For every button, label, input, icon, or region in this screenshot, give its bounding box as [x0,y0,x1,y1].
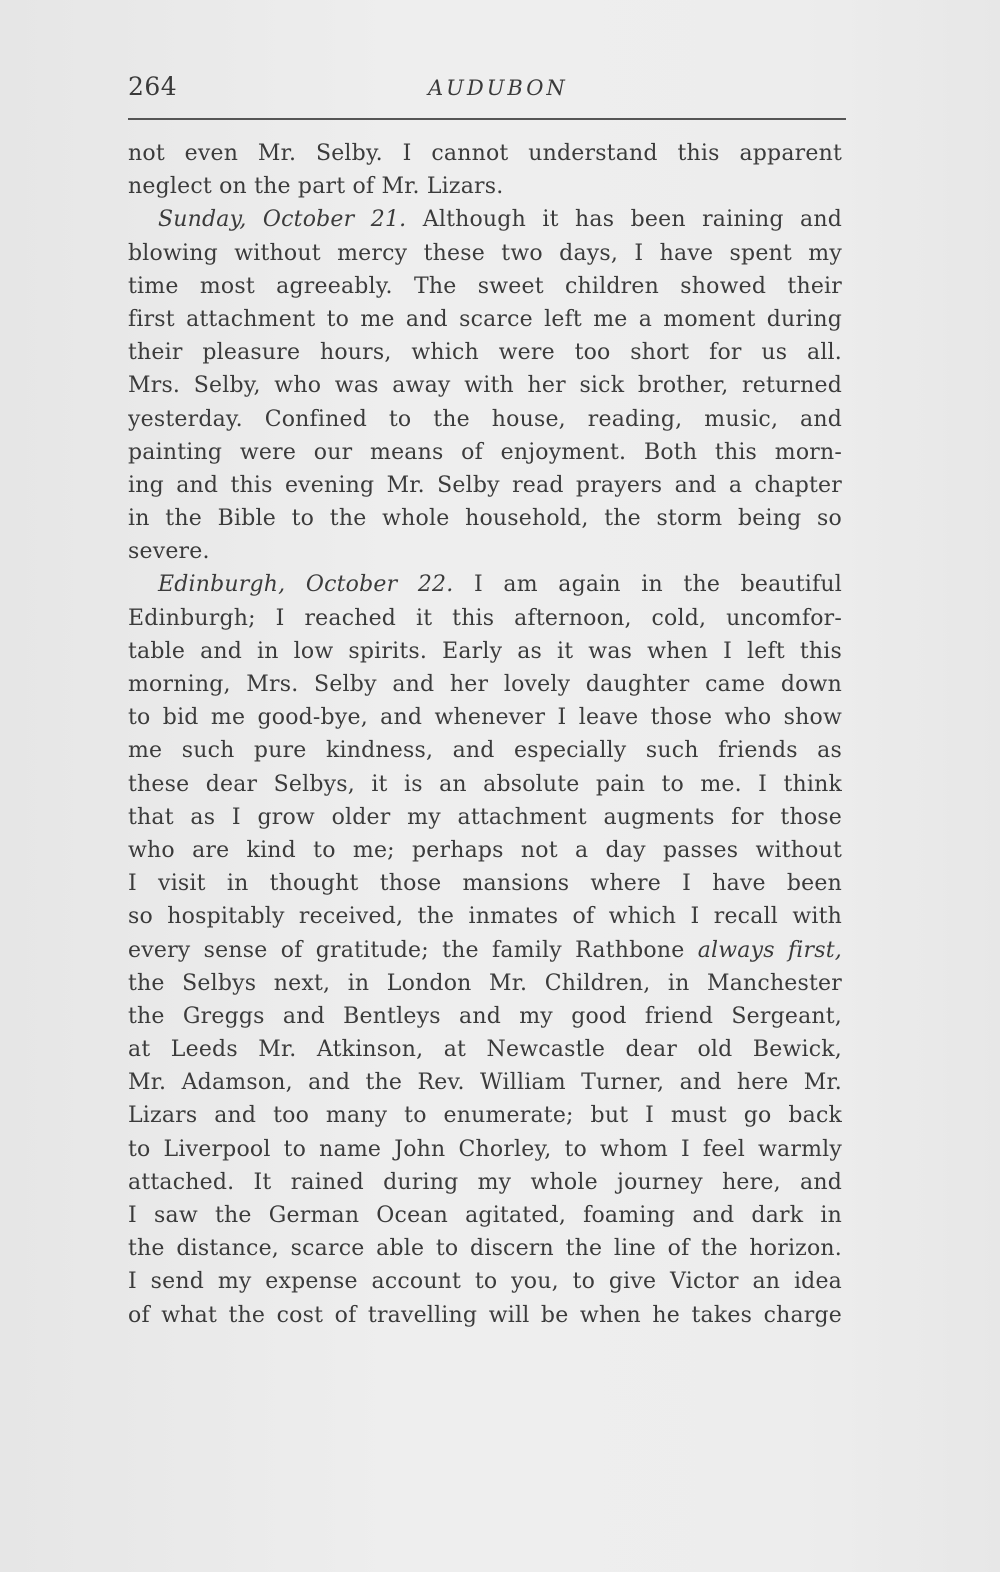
text-line [128,469,842,502]
text-line [128,1199,842,1232]
text-run: I saw the German Ocean agitated, foaming and dark in [128,1203,842,1228]
text-line [128,900,842,933]
text-line [128,336,842,369]
text-run: not even Mr. Selby. I cannot understand this apparent [128,141,842,166]
text-line [128,568,842,601]
text-run: at Leeds Mr. Atkinson, at Newcastle dear old Bewick, [128,1037,842,1063]
text-run: in the Bible to the whole household, the storm being so [128,506,842,532]
text-run: the Greggs and Bentleys and my good friend Sergeant, [128,1003,842,1029]
body-text [128,137,842,1332]
text-line [128,834,842,867]
text-run: Mr. Adamson, and the Rev. William Turner, and here Mr. [128,1070,842,1096]
text-line [128,303,842,336]
text-line [128,1033,842,1066]
text-run: first attachment to me and scarce left me a moment during [128,306,842,332]
text-run: neglect on the part of Mr. Lizars. [128,174,504,200]
text-run: Edinburgh; I reached it this afternoon, cold, uncomfor- [128,605,842,631]
text-run: table and in low spirits. Early as it was when I left this [128,638,842,664]
text-line [128,934,842,967]
text-line [128,734,842,767]
text-line [128,967,842,1000]
text-line [128,137,842,170]
text-run: the Selbys next, in London Mr. Children, in Manchester [128,970,842,996]
text-run: attached. It rained during my whole journey here, and [128,1169,842,1195]
text-line [128,701,842,734]
text-run: blowing without mercy these two days, I have spent my [128,240,842,266]
text-run: time most agreeably. The sweet children showed their [128,273,842,299]
text-line [128,237,842,270]
text-line [128,1166,842,1199]
text-line [128,270,842,303]
running-head: AUDUBON [428,76,568,100]
text-run: these dear Selbys, it is an absolute pain to me. I think [128,771,842,797]
text-line [128,801,842,834]
text-line [128,436,842,469]
text-run: Mrs. Selby, who was away with her sick brother, returned [128,373,842,399]
italic-text: Edinburgh, October 22. [158,572,454,598]
text-line [128,535,842,568]
text-run: yesterday. Confined to the house, reading, music, and [128,406,842,432]
italic-text: Sunday, October 21. [158,207,407,233]
text-run: that as I grow older my attachment augments for those [128,804,842,830]
italic-text: always first, [697,937,842,963]
text-line [128,602,842,635]
text-line [128,635,842,668]
text-run: I visit in thought those mansions where I have been [128,871,842,897]
text-run: so hospitably received, the inmates of which I recall with [128,904,842,930]
text-run: painting were our means of enjoyment. Both this morn- [128,439,842,465]
text-run: ing and this evening Mr. Selby read prayers and a chapter [128,472,842,498]
text-run: severe. [128,539,210,565]
page-header [128,70,842,110]
text-run: every sense of gratitude; the family Rathbone [128,937,698,963]
text-run: of what the cost of travelling will be when he takes charge [128,1302,842,1328]
text-run: me such pure kindness, and especially such friends as [128,738,842,764]
text-run: I am again in the beautiful [453,572,842,598]
page-number: 264 [128,72,178,101]
text-line [128,1099,842,1132]
text-run: who are kind to me; perhaps not a day passes without [128,837,842,863]
text-line [128,203,842,236]
text-line [128,1066,842,1099]
header-rule [128,118,846,120]
text-line [128,403,842,436]
text-line [128,502,842,535]
text-run: to Liverpool to name John Chorley, to whom I feel warmly [128,1136,842,1162]
text-run: their pleasure hours, which were too short for us all. [128,340,842,366]
text-line [128,1299,842,1332]
text-run: Lizars and too many to enumerate; but I must go back [128,1103,842,1129]
text-line [128,1265,842,1298]
text-line [128,369,842,402]
text-line [128,170,842,203]
text-run: the distance, scarce able to discern the line of the horizon. [128,1236,842,1262]
text-line [128,668,842,701]
text-run: morning, Mrs. Selby and her lovely daughter came down [128,672,842,697]
text-line [128,1133,842,1166]
text-line [128,768,842,801]
text-line [128,867,842,900]
text-line [128,1232,842,1265]
text-run: I send my expense account to you, to give Victor an idea [128,1269,842,1295]
text-run: to bid me good-bye, and whenever I leave those who show [128,705,842,731]
text-line [128,1000,842,1033]
text-run: Although it has been raining and [406,207,842,233]
